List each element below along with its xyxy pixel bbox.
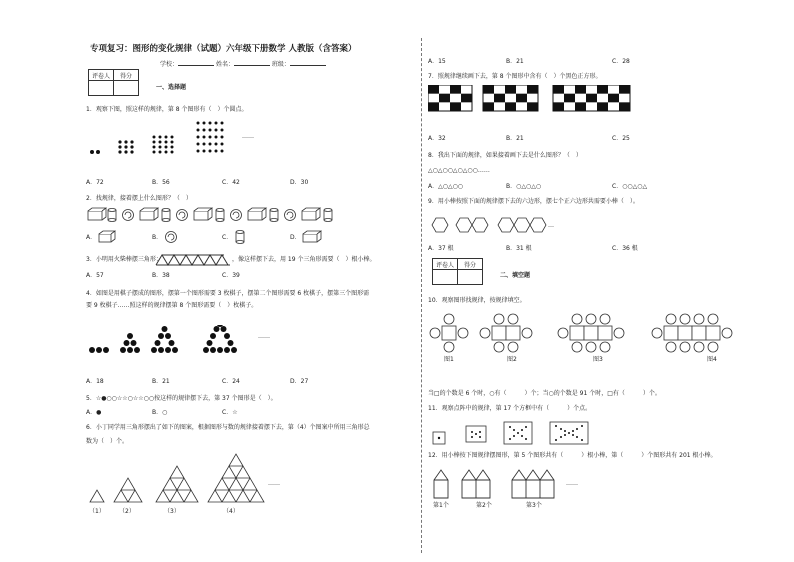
section-fill-title: 二、填空题 xyxy=(500,272,531,279)
q12-ellipsis: …… xyxy=(566,480,578,487)
q1-text: 1．观察下图，照这样的规律，第 8 个图形有（ ）个圆点。 xyxy=(86,106,248,113)
q9-hexagon-rows xyxy=(428,215,558,237)
q2-option-c[interactable]: C． xyxy=(222,234,233,241)
q3-matchstick-triangles xyxy=(154,253,232,267)
school-field[interactable] xyxy=(178,59,214,66)
q2-option-a[interactable]: A． xyxy=(86,234,97,241)
q7-option-a[interactable]: A．32 xyxy=(428,135,446,142)
q12-label-3: 第3个 xyxy=(526,502,542,509)
grader-cell[interactable] xyxy=(89,81,114,96)
q6-label-2: （2） xyxy=(119,508,135,515)
school-label: 学校： xyxy=(160,61,179,68)
q7-text: 7．照规律继续画下去，第 8 个图形中含有（ ）个黑色正方形。 xyxy=(428,73,602,80)
black-square xyxy=(553,102,564,111)
q3-text-a: 3．小明用火柴棒摆三角形： xyxy=(86,256,162,263)
q10-square-circle-figures xyxy=(428,312,768,358)
q4-option-a[interactable]: A．18 xyxy=(86,378,104,385)
q6-label-1: （1） xyxy=(89,508,105,515)
black-square xyxy=(494,94,505,103)
q2-option-d-cuboid-icon xyxy=(302,230,322,244)
score-box-2-header-grader: 评卷人 xyxy=(433,259,458,270)
q9-option-a[interactable]: A．37 根 xyxy=(428,245,454,252)
q9-text: 9．用小棒按照下面的规律摆下去的六边形，摆七个正六边形共需要小棒（ ）。 xyxy=(428,198,639,205)
q10-label-3: 图3 xyxy=(593,356,603,363)
black-square xyxy=(461,94,472,103)
q8-text: 8．我出下面的规律，如果接着画下去是什么图形？（ ） xyxy=(428,152,582,159)
q1-option-d[interactable]: D．30 xyxy=(290,179,309,186)
q10-label-4: 图4 xyxy=(707,356,717,363)
q5-text: 5．☆●○○☆☆○☆☆○○按这样的规律摆下去，第 37 个图形是（ ）。 xyxy=(86,395,277,402)
black-square xyxy=(553,85,564,94)
q3-option-c[interactable]: C．39 xyxy=(222,272,240,279)
q9-option-b[interactable]: B．31 根 xyxy=(506,245,532,252)
q2-shape-sequence xyxy=(86,207,346,223)
grader-cell-2[interactable] xyxy=(433,270,458,285)
black-square xyxy=(597,85,608,94)
q1-option-c[interactable]: C．42 xyxy=(222,179,240,186)
black-square xyxy=(619,102,630,111)
black-square xyxy=(619,85,630,94)
class-label: 班级： xyxy=(271,61,290,68)
q6-ellipsis: …… xyxy=(268,480,280,487)
q12-text: 12．用小棒按下图规律摆图形，第 5 个图形共有（ ）根小棒，第（ ）个图形共有 201 根小棒。 xyxy=(428,452,717,459)
q12-matchstick-houses xyxy=(432,466,572,502)
q4-ellipsis: …… xyxy=(258,333,270,340)
q8-option-b[interactable]: B．○△○△○ xyxy=(506,183,542,190)
q7-option-c[interactable]: C．25 xyxy=(612,135,630,142)
q6-label-4: （4） xyxy=(223,508,239,515)
black-square xyxy=(483,85,494,94)
q1-dot-figures xyxy=(88,120,238,160)
q5-option-b[interactable]: B．○ xyxy=(152,409,168,416)
q11-text: 11．观察点阵中的规律，第 17 个方框中有（ ）个点。 xyxy=(428,405,592,412)
q12-label-2: 第2个 xyxy=(476,502,492,509)
black-square xyxy=(527,102,538,111)
q2-option-b-sphere-icon xyxy=(164,230,178,244)
black-square xyxy=(483,102,494,111)
name-label: 姓名： xyxy=(215,61,234,68)
black-square xyxy=(428,102,439,111)
q4-line2: 要 9 枚棋子……照这样的规律摆第 8 个图形需要（ ）枚棋子。 xyxy=(86,302,258,309)
q1-option-a[interactable]: A．72 xyxy=(86,179,104,186)
q2-option-a-cuboid-icon xyxy=(98,230,116,244)
page-title: 专项复习：图形的变化规律（试题）六年级下册数学 人教版（含答案） xyxy=(90,44,357,54)
q9-ellipsis: … xyxy=(548,222,554,229)
q6-line2: 数为（ ）个。 xyxy=(86,438,129,445)
q7-checker-patterns xyxy=(428,85,668,115)
black-square xyxy=(586,94,597,103)
q10-text: 10．观察图形找规律，按规律填空。 xyxy=(428,297,526,304)
q10-label-2: 图2 xyxy=(507,356,517,363)
q2-option-d[interactable]: D． xyxy=(290,234,301,241)
black-square xyxy=(608,94,619,103)
q2-option-b[interactable]: B． xyxy=(152,234,163,241)
q10-label-1: 图1 xyxy=(444,356,454,363)
column-divider xyxy=(421,38,422,553)
q4-option-b[interactable]: B．21 xyxy=(152,378,170,385)
student-info xyxy=(160,59,326,69)
q3-option-a[interactable]: A．57 xyxy=(86,272,104,279)
q6-option-c[interactable]: C．28 xyxy=(612,58,630,65)
black-square xyxy=(505,102,516,111)
score-cell[interactable] xyxy=(114,81,139,96)
class-field[interactable] xyxy=(290,59,326,66)
black-square xyxy=(527,85,538,94)
q2-text: 2．找规律，接着摆上什么图形？（ ） xyxy=(86,195,192,202)
q6-option-b[interactable]: B．21 xyxy=(506,58,524,65)
q10-fill-text: 当□的个数是 6 个时，○有（ ）个；当○的个数是 91 个时，□有（ ）个。 xyxy=(428,390,661,397)
section-choice-title: 一、选择题 xyxy=(156,84,187,91)
black-square xyxy=(439,94,450,103)
q8-option-c[interactable]: C．○○△○△ xyxy=(612,183,648,190)
q6-option-a[interactable]: A．15 xyxy=(428,58,446,65)
black-square xyxy=(428,85,439,94)
q6-line1: 6．小丁同学用三角形摆出了如下的图案，根据图形与数的规律接着摆下去，第（4）个图案中所用三角形总 xyxy=(86,424,370,431)
black-square xyxy=(516,94,527,103)
black-square xyxy=(575,85,586,94)
q3-text-b: ，像这样摆下去，用 19 个三角形需要（ ）根小棒。 xyxy=(232,256,376,263)
black-square xyxy=(564,94,575,103)
q4-option-c[interactable]: C．24 xyxy=(222,378,240,385)
black-square xyxy=(450,85,461,94)
q4-line1: 4．如图是用棋子摆成的图形，摆第一个图形需要 3 枚棋子，摆第二个图形需要 6 枚棋子，摆第三个图形需 xyxy=(86,290,370,297)
q9-option-c[interactable]: C．36 根 xyxy=(612,245,638,252)
q1-ellipsis: …… xyxy=(242,133,254,140)
q11-dot-matrix-boxes xyxy=(432,420,592,446)
q2-option-c-cylinder-icon xyxy=(234,229,246,245)
q8-sequence: △○△○○△○△○○…… xyxy=(428,167,490,174)
black-square xyxy=(575,102,586,111)
q7-option-b[interactable]: B．21 xyxy=(506,135,524,142)
q12-label-1: 第1个 xyxy=(433,502,449,509)
q4-chess-piece-triangles xyxy=(88,325,258,355)
q5-option-c[interactable]: C．☆ xyxy=(222,409,238,416)
score-box-header-grader: 评卷人 xyxy=(89,70,114,81)
q5-option-a[interactable]: A．● xyxy=(86,409,102,416)
black-square xyxy=(450,102,461,111)
score-box-2 xyxy=(432,258,483,285)
black-square xyxy=(597,102,608,111)
q1-option-b[interactable]: B．56 xyxy=(152,179,170,186)
score-box-2-header-score: 得分 xyxy=(458,259,483,270)
name-field[interactable] xyxy=(234,59,270,66)
score-cell-2[interactable] xyxy=(458,270,483,285)
q8-option-a[interactable]: A．△○△○○ xyxy=(428,183,464,190)
q6-label-3: （3） xyxy=(164,508,180,515)
q3-option-b[interactable]: B．38 xyxy=(152,272,170,279)
q4-option-d[interactable]: D．27 xyxy=(290,378,309,385)
score-box-header-score: 得分 xyxy=(114,70,139,81)
black-square xyxy=(505,85,516,94)
q6-triangle-patterns xyxy=(88,452,268,504)
score-box-1 xyxy=(88,69,139,96)
